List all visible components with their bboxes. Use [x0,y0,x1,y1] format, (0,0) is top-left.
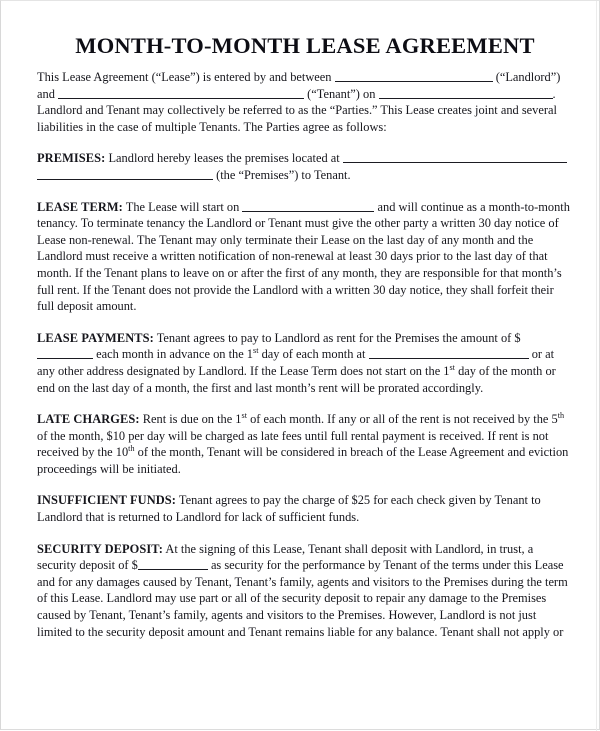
lease-payments-text-2: each month in advance on the 1 [96,347,254,362]
section-heading-lease-payments: LEASE PAYMENTS: [37,330,154,345]
ordinal-suffix-th: th [557,410,565,420]
premises-address-blank-1[interactable] [343,151,567,163]
intro-text-4: . [552,86,556,101]
section-premises [37,150,573,194]
intro-text-1: This Lease Agreement (“Lease”) is entered by and between [37,70,332,84]
lease-date-blank[interactable] [379,87,553,99]
section-heading-lease-term: LEASE TERM: [37,199,123,214]
lease-payments-text-4: or at any other address designated by Landlord. If the Lease Term does not start on the 1 [37,347,555,378]
section-heading-premises: PREMISES: [37,151,106,166]
security-deposit-amount-blank[interactable] [138,558,208,570]
intro-text-5: Landlord and Tenant may collectively be referred to as the “Parties.” This Lease creates joint and several liabilities in the case of multiple Tenants. The Parties agree as follows: [37,103,557,134]
document-content [1,1,599,650]
ordinal-suffix-th: th [128,444,135,454]
section-heading-security-deposit: SECURITY DEPOSIT: [37,541,163,556]
section-late-charges [37,411,573,488]
page-title: MONTH-TO-MONTH LEASE AGREEMENT [75,33,535,58]
security-deposit-text-1: At the signing of this Lease, Tenant shall deposit with Landlord, in trust, a security deposit of $ [37,541,534,573]
intro-text-2: (“Landlord”) and [37,70,561,101]
section-lease-payments [37,330,573,407]
lease-payments-text-1: Tenant agrees to pay to Landlord as rent for the Premises the amount of $ [156,330,521,345]
rent-amount-blank[interactable] [37,347,93,359]
section-heading-insufficient-funds: INSUFFICIENT FUNDS: [37,493,177,508]
late-charges-text-1: Rent is due on the 1 [142,412,242,427]
premises-text-2: (the “Premises”) to Tenant. [216,167,351,182]
lease-start-date-blank[interactable] [242,200,374,212]
security-deposit-text-2: as security for the performance by Tenant of the terms under this Lease and for any damages caused by Tenant, Tenant’s family, agents and visitors to the Premises during the term of this Lease. Landlord may use part or all of the security deposit to repair any damage to the Premises caused by Tenant, Tenant’s family, agents and visitors to the Premises. However, Landlord is not just limited to the security deposit amount and Tenant remains liable for any balance. Tenant shall not apply or [37,558,568,639]
landlord-name-blank[interactable] [335,70,493,82]
lease-payments-text-3: day of each month at [258,347,366,362]
intro-text-3: (“Tenant”) on [307,86,376,101]
section-lease-term [37,199,573,326]
tenant-name-blank[interactable] [58,87,304,99]
section-heading-late-charges: LATE CHARGES: [37,412,140,427]
insufficient-funds-text: Tenant agrees to pay the charge of $25 for each check given by Tenant to Landlord that is returned to Landlord for lack of sufficient funds. [37,493,541,525]
section-insufficient-funds [37,492,573,536]
late-charges-text-4: of the month, Tenant will be considered in breach of the Lease Agreement and eviction proceedings will be initiated. [37,445,569,476]
payment-address-blank[interactable] [369,347,529,359]
premises-address-blank-2[interactable] [37,168,213,180]
late-charges-text-2: of each month. If any or all of the rent is not received by the 5 [246,412,558,427]
lease-payments-text-5: day of the month or end on the last day of a month, the first and last month’s rent will be prorated accordingly. [37,363,556,395]
section-security-deposit [37,541,573,651]
late-charges-text-3: of the month, $10 per day will be charged as late fees until full rental payment is received. If rent is not received by the 10 [37,428,549,460]
ordinal-suffix-st: st [253,346,259,356]
lease-term-text-2: and will continue as a month-to-month tenancy. To terminate tenancy the Landlord or Tenant must give the other party a written 30 day notice of Lease non-renewal. The Tenant may only terminate their Lease on the last day of any month and the Landlord must receive a written notification of non-renewal at least 30 days prior to the last day of that month. If the Tenant plans to leave on or after the first of any month, they are responsible for that month’s full rent. If the Tenant does not provide the Landlord with a written 30 day notice, they shall forfeit their full deposit amount. [37,199,570,314]
ordinal-suffix-st: st [241,410,247,420]
lease-term-text-1: The Lease will start on [125,199,240,214]
intro-paragraph [37,69,573,146]
premises-text-1: Landlord hereby leases the premises located at [108,151,340,166]
ordinal-suffix-st: st [449,362,455,372]
